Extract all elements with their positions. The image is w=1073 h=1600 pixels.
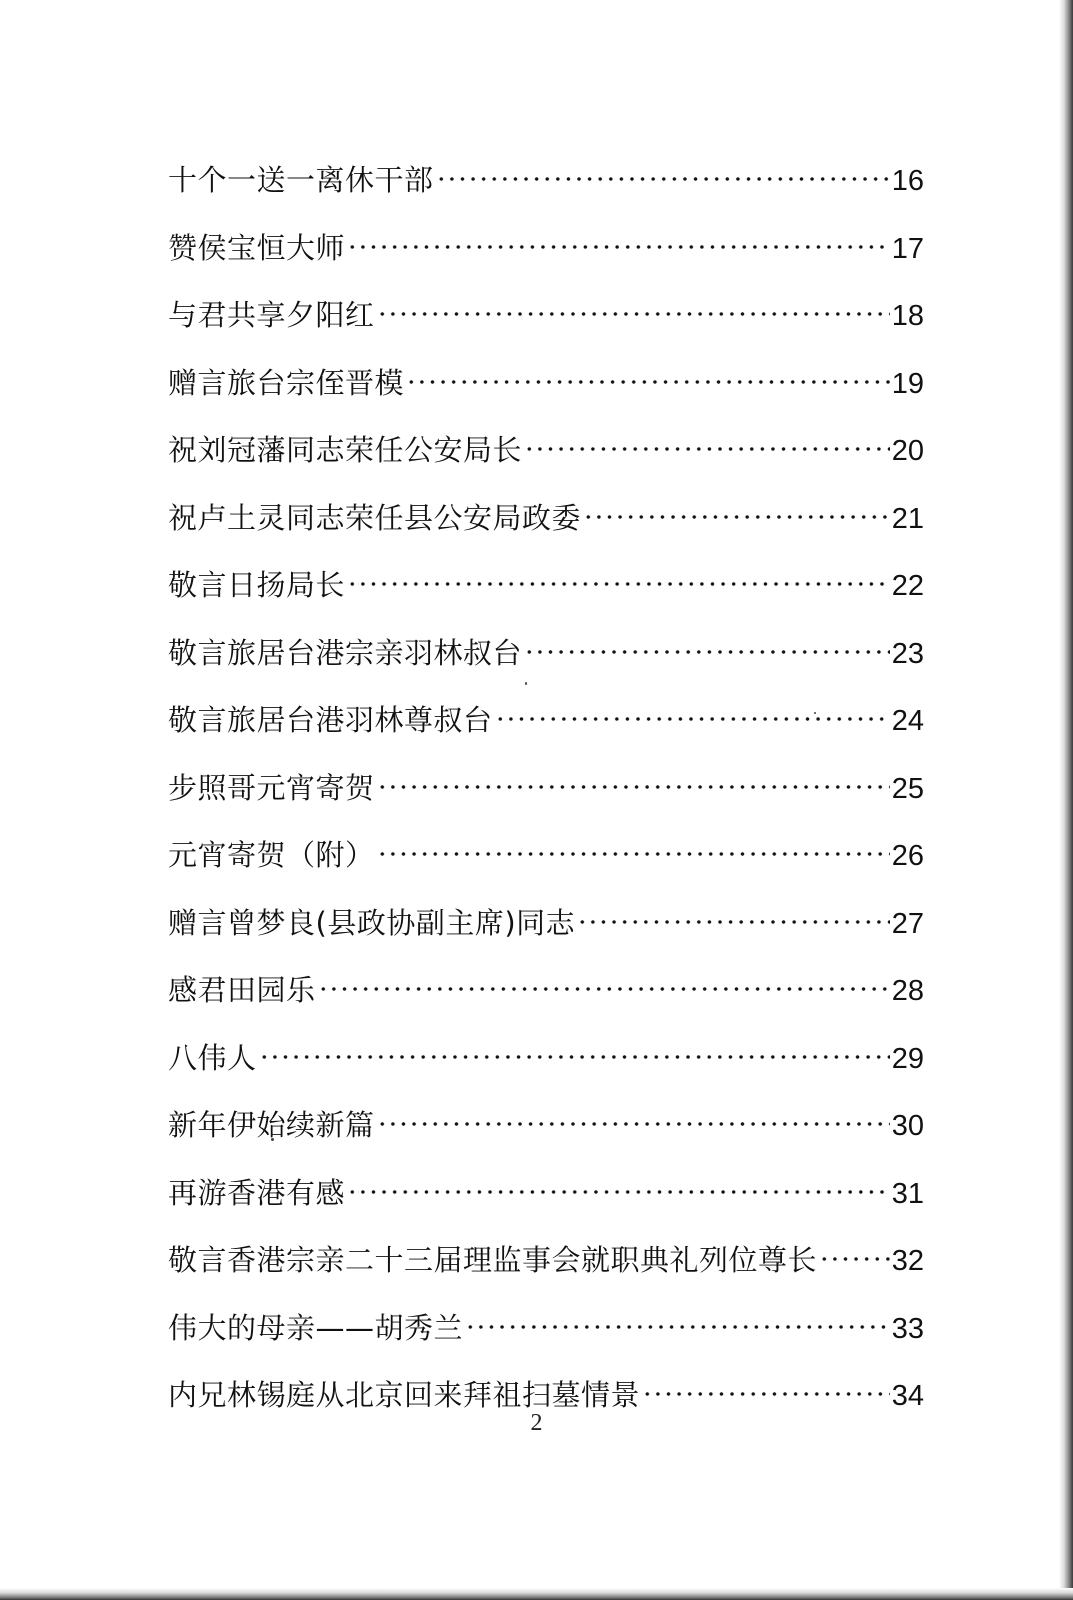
toc-dot-leader bbox=[377, 852, 890, 856]
toc-dot-leader bbox=[347, 245, 890, 249]
toc-entry bbox=[168, 1099, 924, 1167]
toc-entry-page: 25 bbox=[891, 772, 924, 805]
scan-edge-bottom bbox=[0, 1588, 1073, 1600]
toc-entry-page: 24 bbox=[891, 705, 924, 737]
toc-entry bbox=[168, 154, 924, 222]
toc-entry bbox=[168, 1167, 924, 1235]
toc-entry-page: 22 bbox=[891, 570, 924, 602]
toc-entry-title: 感君田园乐 bbox=[168, 973, 316, 1007]
toc-dot-leader bbox=[406, 380, 890, 384]
toc-entry-title: 新年伊始续新篇 bbox=[168, 1108, 375, 1142]
toc-entry-page: 26 bbox=[891, 840, 924, 872]
toc-entry-page: 31 bbox=[891, 1177, 924, 1210]
toc-entry bbox=[168, 627, 924, 695]
toc-entry-title: 十个一送一离休干部 bbox=[168, 163, 434, 197]
table-of-contents bbox=[168, 154, 924, 1437]
toc-entry bbox=[168, 222, 924, 290]
toc-entry-title: 伟大的母亲——胡秀兰 bbox=[168, 1310, 464, 1345]
toc-entry-title: 敬言香港宗亲二十三届理监事会就职典礼列位尊长 bbox=[168, 1243, 818, 1277]
toc-entry-page: 23 bbox=[891, 637, 924, 670]
toc-entry-title: 敬言旅居台港宗亲羽林叔台 bbox=[168, 635, 523, 670]
toc-dot-leader bbox=[524, 650, 890, 654]
page-number: 2 bbox=[530, 1410, 543, 1436]
toc-entry bbox=[168, 1032, 924, 1100]
toc-dot-leader bbox=[377, 1122, 890, 1126]
toc-dot-leader bbox=[436, 177, 890, 181]
toc-entry-title: 元宵寄贺（附） bbox=[168, 838, 375, 872]
toc-entry bbox=[168, 964, 924, 1032]
toc-dot-leader bbox=[465, 1325, 890, 1329]
toc-entry-title: 再游香港有感 bbox=[168, 1175, 346, 1210]
toc-entry bbox=[168, 897, 924, 965]
toc-entry-title: 敬言日扬局长 bbox=[168, 568, 346, 602]
toc-dot-leader bbox=[318, 987, 890, 991]
scan-edge-right bbox=[1059, 0, 1073, 1600]
toc-dot-leader bbox=[819, 1257, 890, 1261]
toc-dot-leader bbox=[347, 1190, 890, 1194]
toc-dot-leader bbox=[524, 447, 890, 451]
toc-entry bbox=[168, 424, 924, 492]
toc-entry bbox=[168, 694, 924, 762]
toc-entry-page: 27 bbox=[891, 907, 924, 940]
toc-entry bbox=[168, 492, 924, 560]
toc-dot-leader bbox=[495, 717, 890, 721]
toc-dot-leader bbox=[577, 920, 890, 924]
toc-entry-title: 赞侯宝恒大师 bbox=[168, 230, 346, 265]
toc-entry-title: 祝刘冠藩同志荣任公安局长 bbox=[168, 433, 523, 467]
toc-dot-leader bbox=[347, 582, 890, 586]
toc-dot-leader bbox=[377, 312, 890, 316]
toc-entry-page: 19 bbox=[891, 367, 924, 400]
toc-dot-leader bbox=[377, 785, 890, 789]
toc-entry-title: 与君共享夕阳红 bbox=[168, 298, 375, 332]
toc-entry-page: 18 bbox=[891, 300, 924, 332]
toc-entry-page: 20 bbox=[891, 435, 924, 467]
toc-entry-page: 34 bbox=[891, 1380, 924, 1412]
toc-entry-title: 敬言旅居台港羽林尊叔台 bbox=[168, 703, 493, 737]
toc-dot-leader bbox=[259, 1055, 890, 1059]
toc-entry-page: 29 bbox=[891, 1042, 924, 1075]
toc-entry bbox=[168, 357, 924, 425]
toc-entry-page: 28 bbox=[891, 975, 924, 1007]
toc-entry-page: 17 bbox=[891, 232, 924, 265]
toc-entry-title: 赠言旅台宗侄晋模 bbox=[168, 365, 405, 400]
toc-entry bbox=[168, 559, 924, 627]
toc-entry bbox=[168, 829, 924, 897]
toc-entry-title: 祝卢土灵同志荣任县公安局政委 bbox=[168, 500, 582, 535]
toc-entry bbox=[168, 1234, 924, 1302]
toc-entry bbox=[168, 289, 924, 357]
toc-dot-leader bbox=[583, 515, 890, 519]
toc-entry-page: 16 bbox=[891, 165, 924, 197]
toc-entry bbox=[168, 1302, 924, 1370]
toc-entry bbox=[168, 762, 924, 830]
toc-entry-title: 八伟人 bbox=[168, 1040, 257, 1075]
toc-entry-page: 32 bbox=[891, 1245, 924, 1277]
toc-entry-title: 步照哥元宵寄贺 bbox=[168, 770, 375, 805]
toc-entry-title: 内兄林锡庭从北京回来拜祖扫墓情景 bbox=[168, 1378, 641, 1412]
toc-entry-page: 21 bbox=[891, 502, 924, 535]
toc-entry-page: 30 bbox=[891, 1110, 924, 1142]
toc-entry-title: 赠言曾梦良(县政协副主席)同志 bbox=[168, 905, 576, 940]
toc-entry-page: 33 bbox=[891, 1312, 924, 1345]
toc-dot-leader bbox=[642, 1392, 890, 1396]
